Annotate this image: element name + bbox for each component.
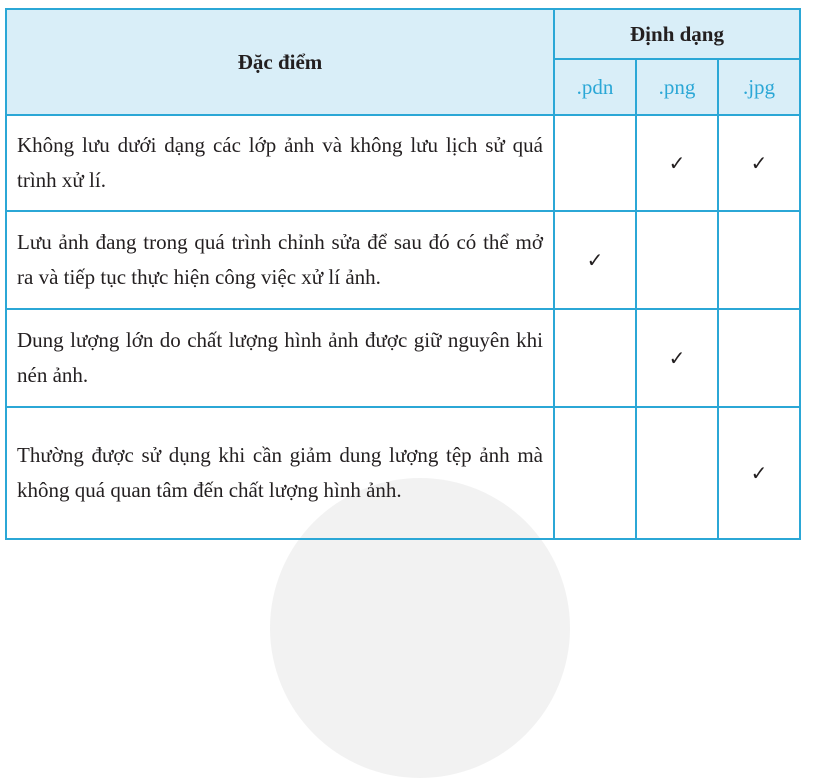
format-header-pdn: .pdn <box>554 59 636 115</box>
row-description: Thường được sử dụng khi cần giảm dung lượng tệp ảnh mà không quá quan tâm đến chất lượng hình ảnh. <box>6 407 554 539</box>
check-cell-png: ✓ <box>636 115 718 211</box>
check-cell-jpg: ✓ <box>718 115 800 211</box>
format-header-jpg: .jpg <box>718 59 800 115</box>
comparison-table-container <box>5 8 801 513</box>
table-row <box>6 407 800 539</box>
check-cell-png <box>636 407 718 539</box>
row-description: Dung lượng lớn do chất lượng hình ảnh được giữ nguyên khi nén ảnh. <box>6 309 554 407</box>
row-description: Không lưu dưới dạng các lớp ảnh và không lưu lịch sử quá trình xử lí. <box>6 115 554 211</box>
table-row <box>6 309 800 407</box>
header-row-top <box>6 9 800 59</box>
table-row <box>6 211 800 309</box>
check-cell-jpg: ✓ <box>718 407 800 539</box>
check-cell-pdn <box>554 407 636 539</box>
check-cell-jpg <box>718 211 800 309</box>
check-cell-png: ✓ <box>636 309 718 407</box>
check-cell-png <box>636 211 718 309</box>
check-cell-pdn: ✓ <box>554 211 636 309</box>
feature-header: Đặc điểm <box>6 9 554 115</box>
format-group-header: Định dạng <box>554 9 800 59</box>
row-description: Lưu ảnh đang trong quá trình chỉnh sửa để sau đó có thể mở ra và tiếp tục thực hiện công việc xử lí ảnh. <box>6 211 554 309</box>
format-header-png: .png <box>636 59 718 115</box>
format-comparison-table <box>5 8 801 540</box>
table-row <box>6 115 800 211</box>
check-cell-pdn <box>554 309 636 407</box>
check-cell-jpg <box>718 309 800 407</box>
check-cell-pdn <box>554 115 636 211</box>
